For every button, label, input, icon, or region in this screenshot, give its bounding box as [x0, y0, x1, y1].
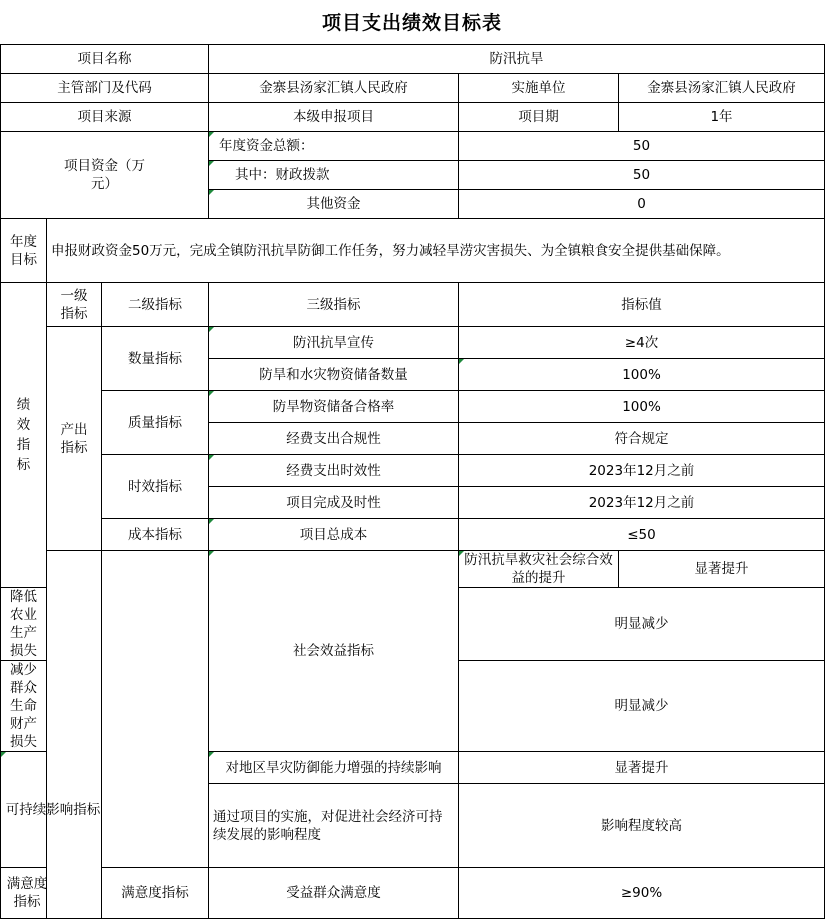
indicator-value: 明显减少	[459, 661, 825, 752]
indicator-name-text: 通过项目的实施，对促进社会经济可持续发展的影响程度	[213, 808, 443, 843]
table-row	[1, 327, 825, 359]
table-title: 项目支出绩效目标表	[321, 12, 502, 34]
satisfaction-level2: 满意度指标	[102, 868, 209, 919]
dept-label: 主管部门及代码	[1, 74, 209, 103]
performance-table	[0, 44, 825, 919]
funds-label-text: 项目资金（万元）	[64, 158, 145, 192]
indicator-value: 100%	[459, 359, 825, 391]
satisfaction-label	[1, 868, 47, 919]
sustainable-label-text: 可持续影响指标	[5, 801, 101, 818]
funds-fiscal-label: 其中：财政拨款	[209, 161, 459, 190]
row-annual-goal	[1, 219, 825, 283]
period-value: 1年	[619, 103, 825, 132]
funds-other-label: 其他资金	[209, 190, 459, 219]
indicator-name: 防旱和水灾物资储备数量	[209, 359, 459, 391]
social-label: 社会效益指标	[209, 551, 459, 752]
header-value: 指标值	[459, 283, 825, 327]
header-level1-text: 一级指标	[60, 287, 88, 322]
table-row	[1, 455, 825, 487]
annual-goal-text: 申报财政资金50万元，完成全镇防汛抗旱防御工作任务，努力减轻旱涝灾害损失、为全镇粮食安全提供基础保障。	[47, 219, 825, 283]
table-row	[1, 519, 825, 551]
project-name-label: 项目名称	[1, 45, 209, 74]
source-label: 项目来源	[1, 103, 209, 132]
timeliness-label: 时效指标	[102, 455, 209, 519]
performance-label	[1, 283, 47, 588]
annual-goal-label-text: 年度目标	[10, 233, 37, 268]
benefit-blank-cell	[47, 551, 102, 919]
indicator-name: 对地区旱灾防御能力增强的持续影响	[209, 752, 459, 784]
indicator-value: ≤50	[459, 519, 825, 551]
indicator-value: ≥90%	[459, 868, 825, 919]
indicator-value: 100%	[459, 391, 825, 423]
project-name-value: 防汛抗旱	[209, 45, 825, 74]
satisfaction-label-text: 满意度指标	[6, 876, 48, 910]
row-indicator-header	[1, 283, 825, 327]
indicator-value: ≥4次	[459, 327, 825, 359]
dept-value: 金寨县汤家汇镇人民政府	[209, 74, 459, 103]
impl-label: 实施单位	[459, 74, 619, 103]
indicator-name: 经费支出合规性	[209, 423, 459, 455]
benefit-level1-blank	[102, 551, 209, 868]
indicator-name: 经费支出时效性	[209, 455, 459, 487]
indicator-name: 防汛抗旱救灾社会综合效益的提升	[459, 551, 619, 588]
indicator-name: 防旱物资储备合格率	[209, 391, 459, 423]
output-label	[47, 327, 102, 551]
indicator-value: 明显减少	[459, 588, 825, 661]
indicator-value: 符合规定	[459, 423, 825, 455]
quantity-label: 数量指标	[102, 327, 209, 391]
period-label: 项目期	[459, 103, 619, 132]
indicator-name: 防汛抗旱宣传	[209, 327, 459, 359]
funds-label	[1, 132, 209, 219]
indicator-value: 2023年12月之前	[459, 487, 825, 519]
funds-other-value: 0	[459, 190, 825, 219]
table-row	[1, 391, 825, 423]
row-department	[1, 74, 825, 103]
annual-goal-label	[1, 219, 47, 283]
row-source	[1, 103, 825, 132]
indicator-name: 降低农业生产损失	[1, 588, 47, 661]
indicator-value: 影响程度较高	[459, 784, 825, 868]
indicator-name: 项目完成及时性	[209, 487, 459, 519]
indicator-value: 显著提升	[459, 752, 825, 784]
output-label-text: 产出指标	[60, 421, 88, 456]
indicator-value: 2023年12月之前	[459, 455, 825, 487]
header-level3: 三级指标	[209, 283, 459, 327]
header-level2: 二级指标	[102, 283, 209, 327]
performance-label-text: 绩效指标	[16, 397, 31, 473]
indicator-name: 减少群众生命财产损失	[1, 661, 47, 752]
indicator-name: 受益群众满意度	[209, 868, 459, 919]
quality-label: 质量指标	[102, 391, 209, 455]
row-project-name	[1, 45, 825, 74]
funds-total-label: 年度资金总额：	[209, 132, 459, 161]
indicator-value: 显著提升	[619, 551, 825, 588]
table-row	[1, 868, 825, 919]
indicator-name: 项目总成本	[209, 519, 459, 551]
table-row	[1, 551, 825, 588]
funds-fiscal-value: 50	[459, 161, 825, 190]
impl-value: 金寨县汤家汇镇人民政府	[619, 74, 825, 103]
indicator-name	[209, 784, 459, 868]
cost-label: 成本指标	[102, 519, 209, 551]
header-level1	[47, 283, 102, 327]
row-funds-total	[1, 132, 825, 161]
sustainable-label	[1, 752, 101, 868]
funds-total-value: 50	[459, 132, 825, 161]
source-value: 本级申报项目	[209, 103, 459, 132]
